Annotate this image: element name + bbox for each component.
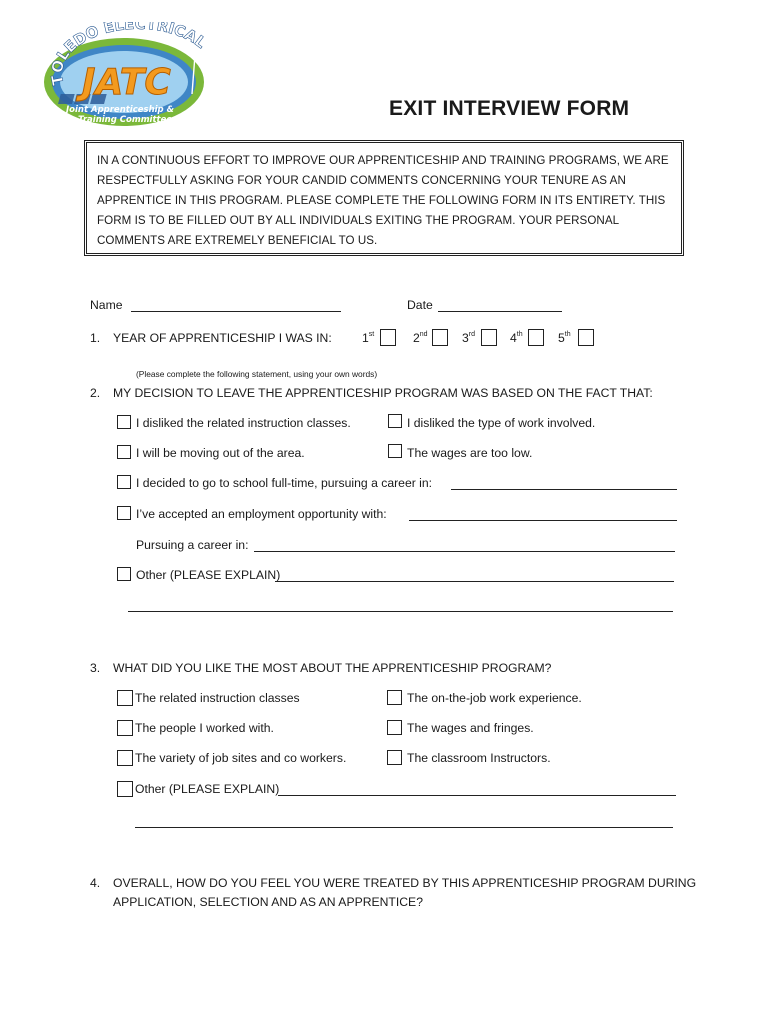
liked-instruction-checkbox[interactable] bbox=[117, 690, 133, 706]
year-1-label: 1st bbox=[362, 331, 375, 345]
moving-checkbox[interactable] bbox=[117, 445, 131, 459]
intro-line: RESPECTFULLY ASKING FOR YOUR CANDID COMMENTS CONCERNING YOUR TENURE AS AN bbox=[97, 174, 626, 187]
year-5-label: 5th bbox=[558, 331, 571, 345]
form-title: EXIT INTERVIEW FORM bbox=[389, 97, 630, 120]
liked-ojt-label: The on-the-job work experience. bbox=[407, 691, 582, 705]
liked-ojt-checkbox[interactable] bbox=[387, 690, 402, 705]
q3-other-label: Other (PLEASE EXPLAIN) bbox=[135, 782, 280, 796]
employment-field[interactable] bbox=[409, 520, 677, 521]
liked-people-checkbox[interactable] bbox=[117, 720, 133, 736]
disliked-work-checkbox[interactable] bbox=[388, 414, 402, 428]
liked-people-label: The people I worked with. bbox=[135, 721, 274, 735]
q1-text: YEAR OF APPRENTICESHIP I WAS IN: bbox=[113, 331, 332, 345]
logo-caption-line1: Joint Apprenticeship & bbox=[66, 105, 175, 115]
school-career-field[interactable] bbox=[451, 489, 677, 490]
year-5-checkbox[interactable] bbox=[578, 329, 594, 346]
intro-line: COMMENTS ARE EXTREMELY BENEFICIAL TO US. bbox=[97, 234, 378, 247]
year-1-checkbox[interactable] bbox=[380, 329, 396, 346]
school-checkbox[interactable] bbox=[117, 475, 131, 489]
liked-instructors-checkbox[interactable] bbox=[387, 750, 402, 765]
q4-line1: OVERALL, HOW DO YOU FEEL YOU WERE TREATED BY THIS APPRENTICESHIP PROGRAM DURING bbox=[113, 876, 697, 890]
moving-label: I will be moving out of the area. bbox=[136, 446, 305, 460]
year-2-checkbox[interactable] bbox=[432, 329, 448, 346]
liked-variety-checkbox[interactable] bbox=[117, 750, 133, 766]
pursuing-career-field[interactable] bbox=[254, 551, 675, 552]
intro-line: FORM IS TO BE FILLED OUT BY ALL INDIVIDUALS EXITING THE PROGRAM. YOUR PERSONAL bbox=[97, 214, 620, 227]
liked-wages-label: The wages and fringes. bbox=[407, 721, 534, 735]
q3-other-checkbox[interactable] bbox=[117, 781, 133, 797]
name-field[interactable] bbox=[131, 311, 341, 312]
date-label: Date bbox=[407, 298, 433, 312]
q2-other-field[interactable] bbox=[275, 581, 674, 582]
year-4-label: 4th bbox=[510, 331, 523, 345]
date-field[interactable] bbox=[438, 311, 562, 312]
name-label: Name bbox=[90, 298, 123, 312]
wages-low-label: The wages are too low. bbox=[407, 446, 533, 460]
instruction-note: (Please complete the following statement, using your own words) bbox=[136, 369, 378, 379]
intro-box bbox=[84, 140, 684, 256]
intro-line: IN A CONTINUOUS EFFORT TO IMPROVE OUR APPRENTICESHIP AND TRAINING PROGRAMS, WE ARE bbox=[97, 154, 669, 167]
disliked-work-label: I disliked the type of work involved. bbox=[407, 416, 596, 430]
disliked-instruction-checkbox[interactable] bbox=[117, 415, 131, 429]
q2-other-label: Other (PLEASE EXPLAIN) bbox=[136, 568, 281, 582]
q3-other-extra-line[interactable] bbox=[135, 827, 673, 828]
logo-arc-text: TOLEDO ELECTRICAL bbox=[47, 22, 210, 87]
liked-wages-checkbox[interactable] bbox=[387, 720, 402, 735]
q2-other-extra-line[interactable] bbox=[128, 611, 673, 612]
disliked-instruction-label: I disliked the related instruction classes. bbox=[136, 416, 351, 430]
pursuing-label: Pursuing a career in: bbox=[136, 538, 249, 552]
q4-line2: APPLICATION, SELECTION AND AS AN APPRENTICE? bbox=[113, 895, 423, 909]
q4-number: 4. bbox=[90, 876, 101, 890]
liked-instructors-label: The classroom Instructors. bbox=[407, 751, 551, 765]
employment-label: I’ve accepted an employment opportunity with: bbox=[136, 507, 387, 521]
logo-letters: JATC bbox=[82, 62, 171, 103]
year-4-checkbox[interactable] bbox=[528, 329, 544, 346]
wages-low-checkbox[interactable] bbox=[388, 444, 402, 458]
q2-other-checkbox[interactable] bbox=[117, 567, 131, 581]
year-3-checkbox[interactable] bbox=[481, 329, 497, 346]
intro-line: APPRENTICE IN THIS PROGRAM. PLEASE COMPLETE THE FOLLOWING FORM IN ITS ENTIRETY. THIS bbox=[97, 194, 666, 207]
liked-variety-label: The variety of job sites and co workers. bbox=[135, 751, 347, 765]
q3-other-field[interactable] bbox=[278, 795, 676, 796]
q1-number: 1. bbox=[90, 331, 101, 345]
jatc-logo bbox=[42, 22, 232, 128]
year-3-label: 3rd bbox=[462, 331, 476, 345]
employment-checkbox[interactable] bbox=[117, 506, 131, 520]
q3-number: 3. bbox=[90, 661, 101, 675]
liked-instruction-label: The related instruction classes bbox=[135, 691, 300, 705]
q2-text: MY DECISION TO LEAVE THE APPRENTICESHIP PROGRAM WAS BASED ON THE FACT THAT: bbox=[113, 386, 653, 400]
q3-text: WHAT DID YOU LIKE THE MOST ABOUT THE APPRENTICESHIP PROGRAM? bbox=[113, 661, 552, 675]
school-label: I decided to go to school full-time, pursuing a career in: bbox=[136, 476, 433, 490]
q2-number: 2. bbox=[90, 386, 101, 400]
logo-caption-line2: Training Committee bbox=[78, 115, 173, 125]
year-2-label: 2nd bbox=[413, 331, 428, 345]
